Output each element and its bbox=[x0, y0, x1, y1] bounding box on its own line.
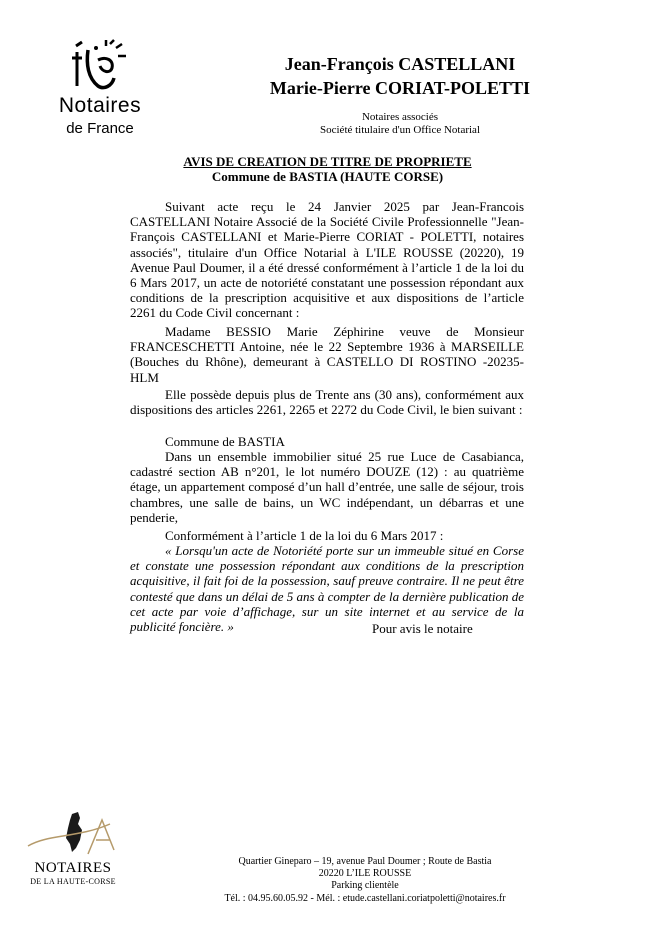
logo-bottom-line2: DE LA HAUTE-CORSE bbox=[30, 877, 116, 886]
logo-bottom-line1: NOTAIRES bbox=[34, 860, 112, 876]
notaires-de-france-logo bbox=[40, 38, 160, 148]
footer-city: 20220 L’ILE ROUSSE bbox=[318, 868, 412, 879]
paragraph-law: Conformément à l’article 1 de la loi du 6 Mars 2017 : bbox=[165, 528, 444, 543]
footer-parking: Parking clientèle bbox=[331, 880, 399, 891]
footer-contact: Tél. : 04.95.60.05.92 - Mél. : etude.castellani.coriatpoletti@notaires.fr bbox=[224, 893, 506, 904]
notice-title: AVIS DE CREATION DE TITRE DE PROPRIETE bbox=[183, 154, 472, 169]
paragraph-act: Suivant acte reçu le 24 Janvier 2025 par Jean-Francois CASTELLANI Notaire Associé de la Société Civile Professionnelle "Jean-François CASTELLANI et Marie-Pierre CORIAT - POLETTI, notaires associés", titulaire d'un Office Notarial à L'ILE ROUSSE (20220), 19 Avenue Paul Doumer, il a été dressé conformément à l’article 1 de la loi du 6 Mars 2017, un acte de notoriété constatant une possession répondant aux conditions de la prescription acquisitive et aux dispositions de l’article 2261 du Code Civil concernant : bbox=[130, 199, 524, 321]
paragraph-person: Madame BESSIO Marie Zéphirine veuve de Monsieur FRANCESCHETTI Antoine, née le 22 Septembre 1936 à MARSEILLE (Bouches du Rhône), demeurant à CASTELLO DI ROSTINO -20235- HLM bbox=[130, 324, 524, 385]
notaires-haute-corse-logo bbox=[18, 810, 128, 890]
notaries-role: Notaires associés bbox=[361, 111, 439, 123]
paragraph-commune: Commune de BASTIA bbox=[165, 434, 285, 449]
closing-signature: Pour avis le notaire bbox=[372, 621, 473, 636]
law-quote: « Lorsqu'un acte de Notoriété porte sur un immeuble situé en Corse et constate une possession répondant aux conditions de la prescription acquisitive, il fait foi de la possession, sauf preuve contraire. Il ne peut être contesté que dans un délai de 5 ans à compter de la dernière publication de cet acte par voie d’affichage, sur un site internet et au service de la publicité foncière. » bbox=[130, 543, 524, 635]
footer-address: Quartier Gineparo – 19, avenue Paul Doumer ; Route de Bastia bbox=[238, 856, 492, 867]
notaires-emblem-icon bbox=[68, 38, 130, 94]
logo-line1: Notaires bbox=[58, 94, 142, 117]
paragraph-possession: Elle possède depuis plus de Trente ans (30 ans), conformément aux dispositions des articles 2261, 2265 et 2272 du Code Civil, le bien suivant : bbox=[130, 387, 524, 418]
notary-name-2: Marie-Pierre CORIAT-POLETTI bbox=[269, 78, 531, 98]
notice-subtitle: Commune de BASTIA (HAUTE CORSE) bbox=[211, 169, 444, 184]
notary-name-1: Jean-François CASTELLANI bbox=[284, 54, 516, 74]
office-description: Société titulaire d'un Office Notarial bbox=[320, 124, 480, 136]
paragraph-property: Dans un ensemble immobilier situé 25 rue Luce de Casabianca, cadastré section AB n°201, le lot numéro DOUZE (12) : au quatrième étage, un appartement composé d’un hall d’entrée, une salle de séjour, trois chambres, une salle de bains, un WC indépendant, un débarras et une penderie, bbox=[130, 449, 524, 525]
corsica-emblem-icon bbox=[18, 810, 128, 860]
logo-line2: de France bbox=[66, 120, 134, 137]
